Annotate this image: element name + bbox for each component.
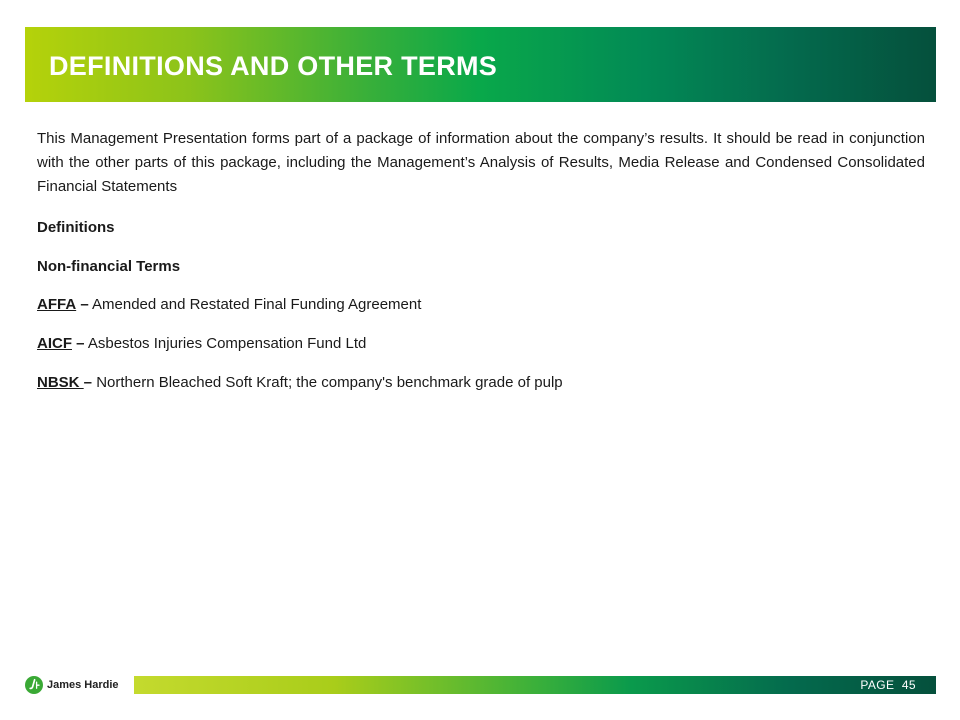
term-row-nbsk	[37, 374, 563, 392]
footer-logo	[25, 675, 119, 695]
term-row-affa	[37, 296, 421, 314]
term-abbreviation: AICF	[37, 335, 72, 352]
title-banner	[25, 27, 936, 102]
term-separator: –	[83, 374, 93, 391]
term-definition: Amended and Restated Final Funding Agreement	[92, 296, 422, 313]
non-financial-terms-heading: Non-financial Terms	[37, 258, 181, 275]
term-row-aicf	[37, 335, 366, 353]
james-hardie-logo-icon	[25, 676, 43, 694]
term-abbreviation: AFFA	[37, 296, 77, 313]
term-definition: Asbestos Injuries Compensation Fund Ltd	[87, 335, 367, 352]
term-definition: Northern Bleached Soft Kraft; the company's benchmark grade of pulp	[96, 374, 563, 391]
footer-bar	[134, 676, 936, 694]
term-separator: –	[76, 335, 85, 352]
term-separator: –	[80, 296, 89, 313]
page-title: DEFINITIONS AND OTHER TERMS	[49, 51, 498, 81]
page-number: PAGE 45	[860, 678, 916, 692]
intro-paragraph: This Management Presentation forms part of a package of information about the company’s results. It should be read in conjunction with the other parts of this package, including the Management’s Analysis of Results, Media Release and Condensed Consolidated Financial Statements	[37, 130, 925, 195]
brand-name: James Hardie	[47, 679, 119, 691]
term-abbreviation: NBSK	[37, 374, 84, 391]
definitions-heading: Definitions	[37, 219, 115, 236]
